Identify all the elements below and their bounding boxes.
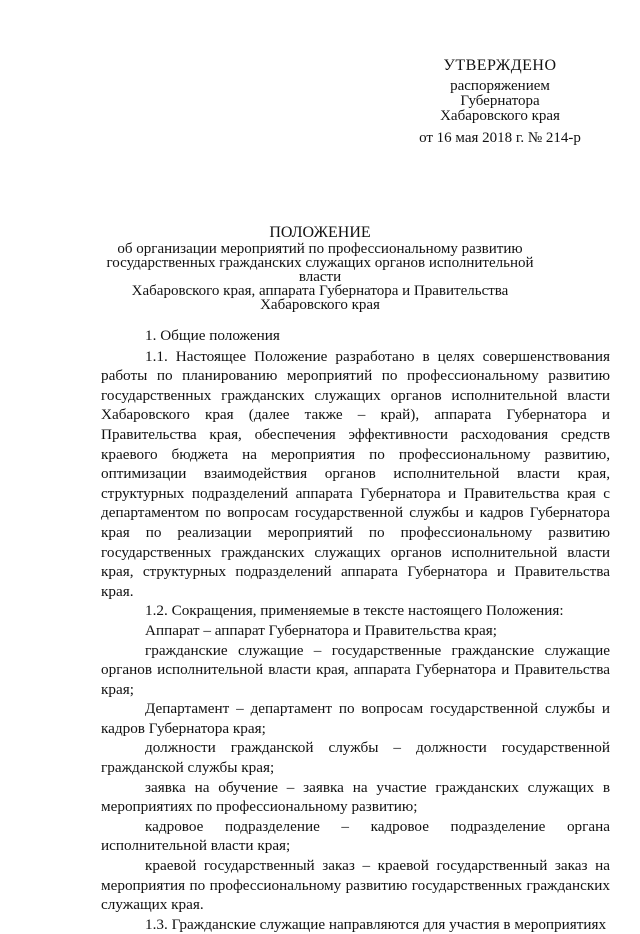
document-body <box>101 326 610 934</box>
abbreviation-item: должности гражданской службы – должности государственной гражданской службы края; <box>101 739 610 777</box>
abbreviation-item: Аппарат – аппарат Губернатора и Правительства края; <box>145 621 497 639</box>
title-line: Хабаровского края <box>260 297 380 313</box>
paragraph: 1.1. Настоящее Положение разработано в целях совершенствования работы по планированию мероприятий по профессиональному развитию государственных гражданских служащих органов исполнительной власти Хабаровского края (далее также – край), аппарата Губернатора и Правительства края, обеспечения эффективности расходования средств краевого бюджета на мероприятия по профессиональному развитию, оптимизации взаимодействия органов исполнительной власти края, структурных подразделений аппарата Губернатора и Правительства края с департаментом по вопросам государственной службы и кадров Губернатора края по реализации мероприятий по профессиональному развитию государственных гражданских служащих органов исполнительной власти края, структурных подразделений аппарата Губернатора и Правительства края. <box>101 347 610 600</box>
abbreviation-item: заявка на обучение – заявка на участие гражданских служащих в мероприятиях по профессиональному развитию; <box>101 778 610 816</box>
document-title <box>100 226 540 312</box>
title-line: Хабаровского края, аппарата Губернатора и Правительства <box>131 283 509 299</box>
approval-line: Хабаровского края <box>440 108 560 124</box>
approval-date: от 16 мая 2018 г. № 214-р <box>419 130 581 146</box>
title-line: об организации мероприятий по профессиональному развитию <box>117 241 523 257</box>
abbreviation-item: Департамент – департамент по вопросам государственной службы и кадров Губернатора края; <box>101 700 610 737</box>
abbreviation-item: гражданские служащие – государственные гражданские служащие органов исполнительной власти края, аппарата Губернатора и Правительства края; <box>101 641 610 698</box>
title-line: государственных гражданских служащих органов исполнительной власти <box>106 255 534 285</box>
paragraph: 1.3. Гражданские служащие направляются для участия в мероприятиях <box>145 915 607 933</box>
abbreviation-item: краевой государственный заказ – краевой государственный заказ на мероприятия по профессиональному развитию государственных гражданских служащих края. <box>101 857 610 914</box>
approval-title: УТВЕРЖДЕНО <box>443 57 557 74</box>
title-main: ПОЛОЖЕНИЕ <box>269 224 371 241</box>
section-heading: 1. Общие положения <box>145 327 280 344</box>
abbreviation-item: кадровое подразделение – кадровое подразделение органа исполнительной власти края; <box>101 817 610 855</box>
approval-line: распоряжением <box>450 78 550 94</box>
paragraph: 1.2. Сокращения, применяемые в тексте настоящего Положения: <box>145 602 564 620</box>
approval-line: Губернатора <box>460 93 540 109</box>
approval-stamp <box>405 58 595 146</box>
